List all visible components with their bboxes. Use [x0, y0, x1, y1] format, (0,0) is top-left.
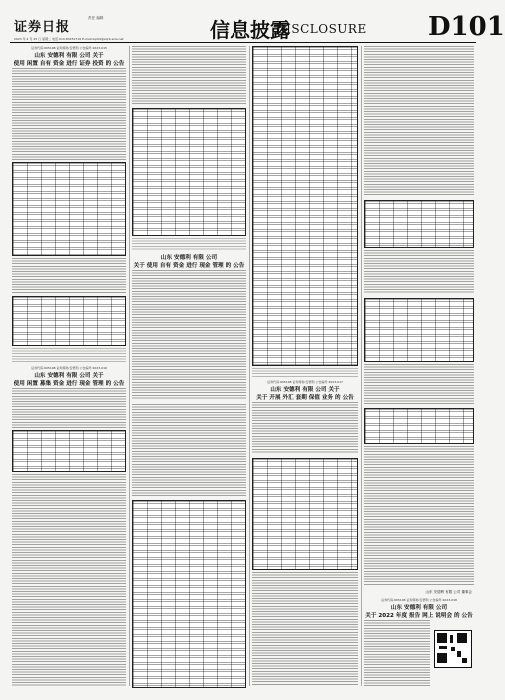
qr-code-icon — [434, 630, 472, 668]
data-table — [12, 162, 126, 256]
body-text — [364, 364, 474, 404]
data-table — [252, 46, 358, 366]
data-table — [252, 458, 358, 570]
body-text — [364, 446, 474, 586]
announcement-title: 使用 闲置 自有 资金 进行 证券 投资 的 公告 — [13, 61, 125, 67]
announcement-header — [12, 46, 126, 67]
masthead — [10, 6, 505, 43]
announcement-header — [132, 252, 246, 269]
newspaper-logo: 证券日报 — [14, 20, 71, 35]
announcement-company: 山东 安德利 有限 公司 关于 — [34, 373, 104, 379]
page-number: D101 — [428, 12, 505, 42]
announcement-header — [364, 598, 474, 619]
section-title: 信息披露 — [210, 18, 290, 42]
body-text — [252, 368, 358, 378]
body-text — [12, 348, 126, 362]
announcement-company: 山东 安德利 有限 公司 — [160, 255, 218, 261]
announcement-title: 关于 开展 外汇 套期 保值 业务 的 公告 — [256, 395, 354, 401]
announcement-company: 山东 安德利 有限 公司 — [390, 605, 448, 611]
data-table — [132, 500, 246, 688]
column-1 — [12, 46, 126, 686]
column-divider — [361, 46, 362, 686]
dateline: 2023 年 4 月 25 日 星期二 电话:010-83251716 E-mail:zqrb9@zqrb.sina.net — [14, 37, 124, 41]
body-text — [12, 68, 126, 160]
body-text — [132, 404, 246, 496]
column-divider — [129, 46, 130, 686]
signoff: 山东 安德利 有限 公司 董事会 — [425, 590, 472, 594]
announcement-header — [252, 380, 358, 401]
body-text — [12, 388, 126, 428]
announcement-meta: 证券代码:605198 证券简称:安德利 公告编号:2023-016 — [31, 366, 107, 370]
data-table — [132, 108, 246, 236]
announcement-title: 使用 闲置 募集 资金 进行 现金 管理 的 公告 — [13, 381, 125, 387]
announcement-header — [12, 366, 126, 387]
column-4 — [364, 46, 474, 686]
data-table — [364, 408, 474, 444]
data-table — [364, 200, 474, 248]
body-text — [132, 270, 246, 400]
announcement-title: 关于 2022 年度 报告 网上 说明会 的 公告 — [365, 613, 473, 619]
column-3 — [252, 46, 358, 686]
edition-label: 责任 编辑 — [88, 16, 104, 20]
announcement-meta: 证券代码:605198 证券简称:安德利 公告编号:2023-018 — [381, 598, 457, 602]
body-text — [364, 250, 474, 294]
announcement-meta: 证券代码:605198 证券简称:安德利 公告编号:2023-015 — [31, 46, 107, 50]
body-text — [12, 258, 126, 294]
body-text — [132, 238, 246, 250]
announcement-title: 关于 使用 自有 资金 进行 现金 管理 的 公告 — [133, 263, 245, 269]
body-text — [252, 572, 358, 686]
announcement-company: 山东 安德利 有限 公司 关于 — [34, 53, 104, 59]
data-table — [364, 298, 474, 362]
section-title-english: DISCLOSURE — [276, 22, 367, 36]
announcement-company: 山东 安德利 有限 公司 关于 — [270, 387, 340, 393]
body-text — [132, 46, 246, 104]
body-text — [12, 474, 126, 686]
announcement-meta: 证券代码:605198 证券简称:安德利 公告编号:2023-017 — [267, 380, 343, 384]
data-table — [12, 430, 126, 472]
body-text — [252, 402, 358, 454]
column-2 — [132, 46, 246, 686]
body-text — [364, 620, 430, 686]
column-divider — [249, 46, 250, 686]
body-text — [364, 46, 474, 196]
data-table — [12, 296, 126, 346]
